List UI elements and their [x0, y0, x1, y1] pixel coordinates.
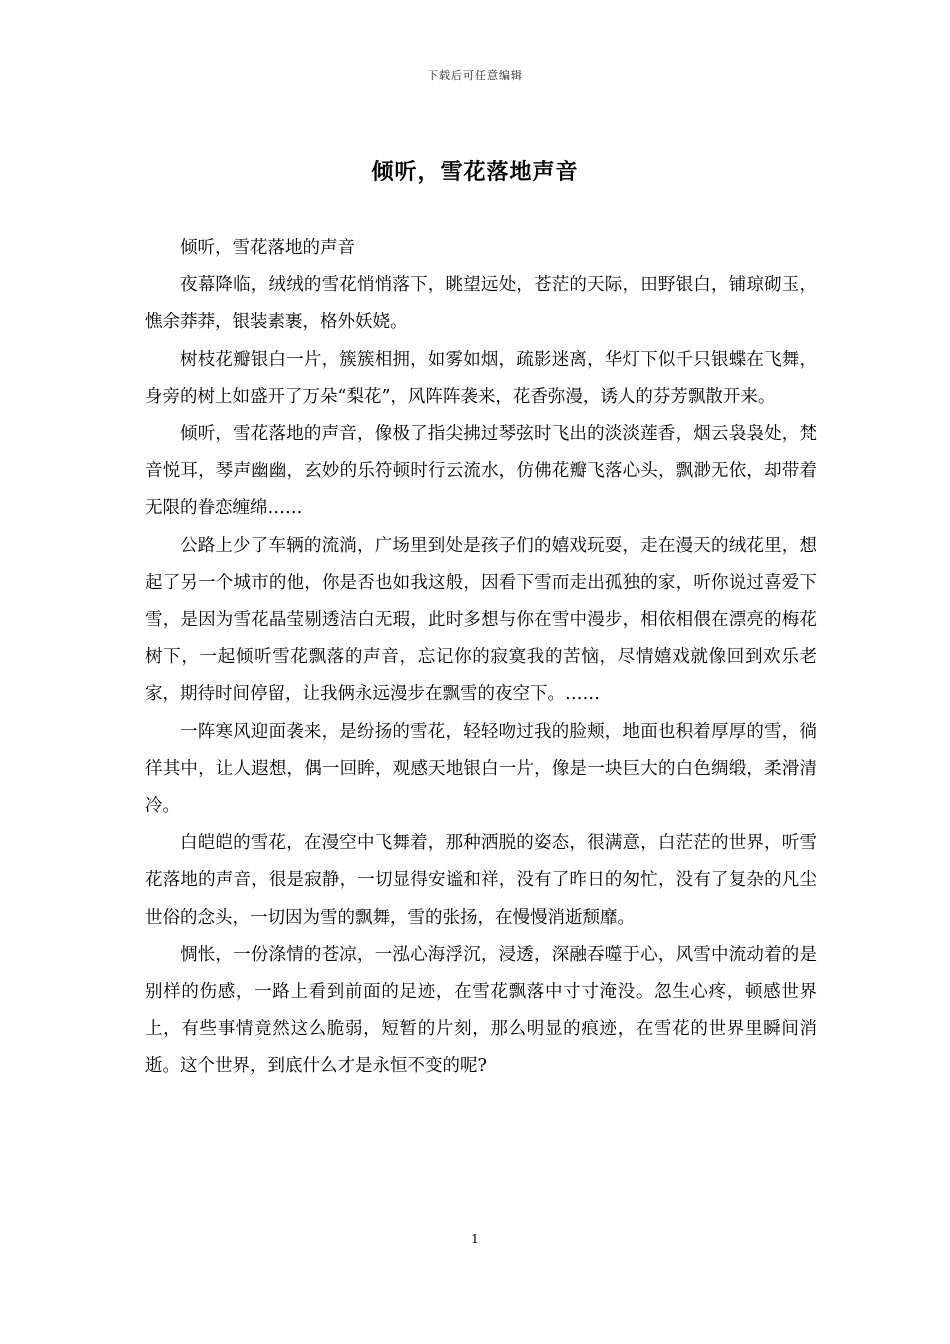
document-title: 倾听，雪花落地声音	[371, 159, 579, 185]
paragraph: 惆怅，一份涤情的苍凉，一泓心海浮沉，浸透，深融吞噬于心，风雪中流动着的是别样的伤感，一路上看到前面的足迹，在雪花飘落中寸寸淹没。忽生心疼，顿感世界上，有些事情竟然这么脆弱，短暂的片刻，那么明显的痕迹，在雪花的世界里瞬间消逝。这个世界，到底什么才是永恒不变的呢?	[145, 944, 817, 1077]
paragraph: 白皑皑的雪花，在漫空中飞舞着，那种洒脱的姿态，很满意，白茫茫的世界，听雪花落地的声音，很是寂静，一切显得安谧和祥，没有了昨日的匆忙，没有了复杂的凡尘世俗的念头，一切因为雪的飘舞，雪的张扬，在慢慢消逝颓靡。	[145, 833, 817, 928]
paragraph: 夜幕降临，绒绒的雪花悄悄落下，眺望远处，苍茫的天际，田野银白，铺琼砌玉，憔余莽莽，银装素裹，格外妖娆。	[145, 275, 817, 333]
paragraph-subtitle: 倾听，雪花落地的声音	[180, 238, 355, 258]
header-note: 下载后可任意编辑	[427, 69, 523, 82]
paragraph: 一阵寒风迎面袭来，是纷扬的雪花，轻轻吻过我的脸颊，地面也积着厚厚的雪，徜徉其中，让人遐想，偶一回眸，观感天地银白一片，像是一块巨大的白色绸缎，柔滑清冷。	[145, 721, 817, 817]
document-body	[145, 230, 817, 1086]
paragraph: 树枝花瓣银白一片，簇簇相拥，如雾如烟，疏影迷离，华灯下似千只银蝶在飞舞，身旁的树上如盛开了万朵“梨花”，风阵阵袭来，花香弥漫，诱人的芬芳飘散开来。	[145, 349, 817, 407]
page-number: 1	[471, 1232, 479, 1246]
paragraph: 公路上少了车辆的流淌，广场里到处是孩子们的嬉戏玩耍，走在漫天的绒花里，想起了另一个城市的他，你是否也如我这般，因看下雪而走出孤独的家，听你说过喜爱下雪，是因为雪花晶莹剔透洁白无瑕，此时多想与你在雪中漫步，相依相偎在漂亮的梅花树下，一起倾听雪花飘落的声音，忘记你的寂寞我的苦恼，尽情嬉戏就像回到欢乐老家，期待时间停留，让我俩永远漫步在飘雪的夜空下。……	[145, 535, 817, 705]
paragraph: 倾听，雪花落地的声音，像极了指尖拂过琴弦时飞出的淡淡莲香，烟云袅袅处，梵音悦耳，琴声幽幽，玄妙的乐符顿时行云流水，仿佛花瓣飞落心头，飘渺无依，却带着无限的眷恋缠绵……	[145, 424, 817, 519]
